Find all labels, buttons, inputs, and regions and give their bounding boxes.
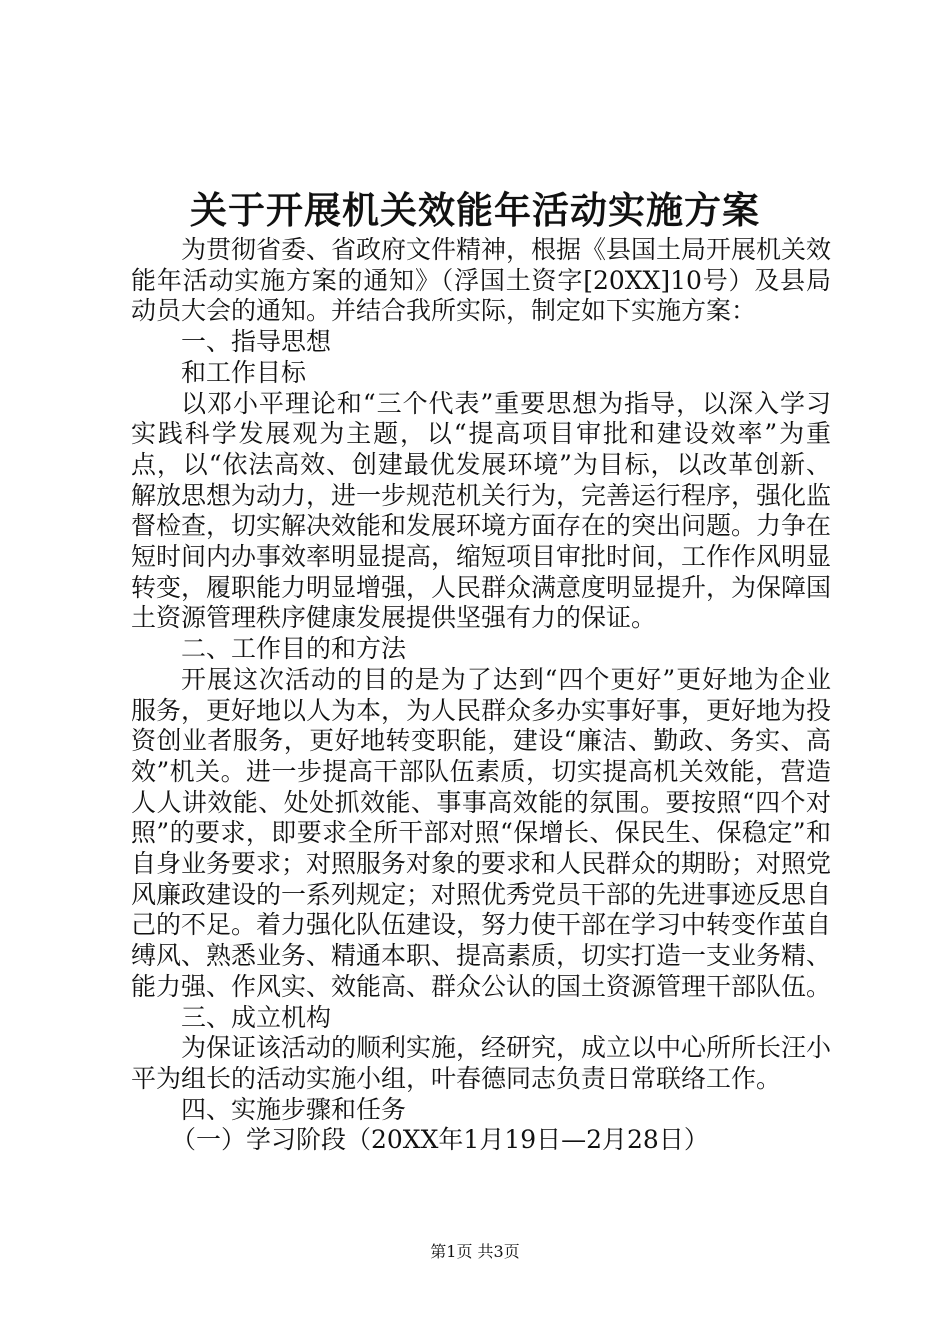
document-title: 关于开展机关效能年活动实施方案 (190, 188, 760, 232)
section-heading-work-goal: 和工作目标 (181, 357, 307, 387)
section-heading-purpose-method: 二、工作目的和方法 (181, 634, 407, 664)
paragraph-purpose-method: 开展这次活动的目的是为了达到“四个更好”更好地为企业服务，更好地以人为本，为人民群众多办实事好事，更好地为投资创业者服务，更好地转变职能，建设“廉洁、勤政、务实、高效”机关。进一步提高干部队伍素质，切实提高机关效能，营造人人讲效能、处处抓效能、事事高效能的氛围。要按照“四个对照”的要求，即要求全所干部对照“保增长、保民生、保稳定”和自身业务要求；对照服务对象的要求和人民群众的期盼；对照党风廉政建设的一系列规定；对照优秀党员干部的先进事迹反思自己的不足。着力强化队伍建设，努力使干部在学习中转变作茧自缚风、熟悉业务、精通本职、提高素质，切实打造一支业务精、能力强、作风实、效能高、群众公认的国土资源管理干部队伍。 (131, 664, 832, 1001)
page-number-footer: 第1页 共3页 (430, 1242, 520, 1261)
section-heading-steps-tasks: 四、实施步骤和任务 (181, 1094, 407, 1124)
paragraph-intro: 为贯彻省委、省政府文件精神，根据《县国土局开展机关效能年活动实施方案的通知》（浮国土资字[20XX]10号）及县局动员大会的通知。并结合我所实际，制定如下实施方案： (131, 235, 832, 326)
paragraph-guiding-thought: 以邓小平理论和“三个代表”重要思想为指导，以深入学习实践科学发展观为主题，以“提高项目审批和建设效率”为重点，以“依法高效、创建最优发展环境”为目标，以改革创新、解放思想为动力，进一步规范机关行为，完善运行程序，强化监督检查，切实解决效能和发展环境方面存在的突出问题。力争在短时间内办事效率明显提高，缩短项目审批时间，工作作风明显转变，履职能力明显增强，人民群众满意度明显提升，为保障国土资源管理秩序健康发展提供坚强有力的保证。 (131, 388, 832, 633)
section-heading-guiding-thought: 一、指导思想 (181, 327, 332, 357)
section-heading-organization: 三、成立机构 (181, 1002, 332, 1032)
subsection-heading-study-stage: （一）学习阶段（20XX年1月19日—2月28日） (171, 1125, 709, 1155)
document-body (131, 235, 831, 1156)
paragraph-organization: 为保证该活动的顺利实施，经研究，成立以中心所所长汪小平为组长的活动实施小组，叶春德同志负责日常联络工作。 (131, 1033, 832, 1093)
